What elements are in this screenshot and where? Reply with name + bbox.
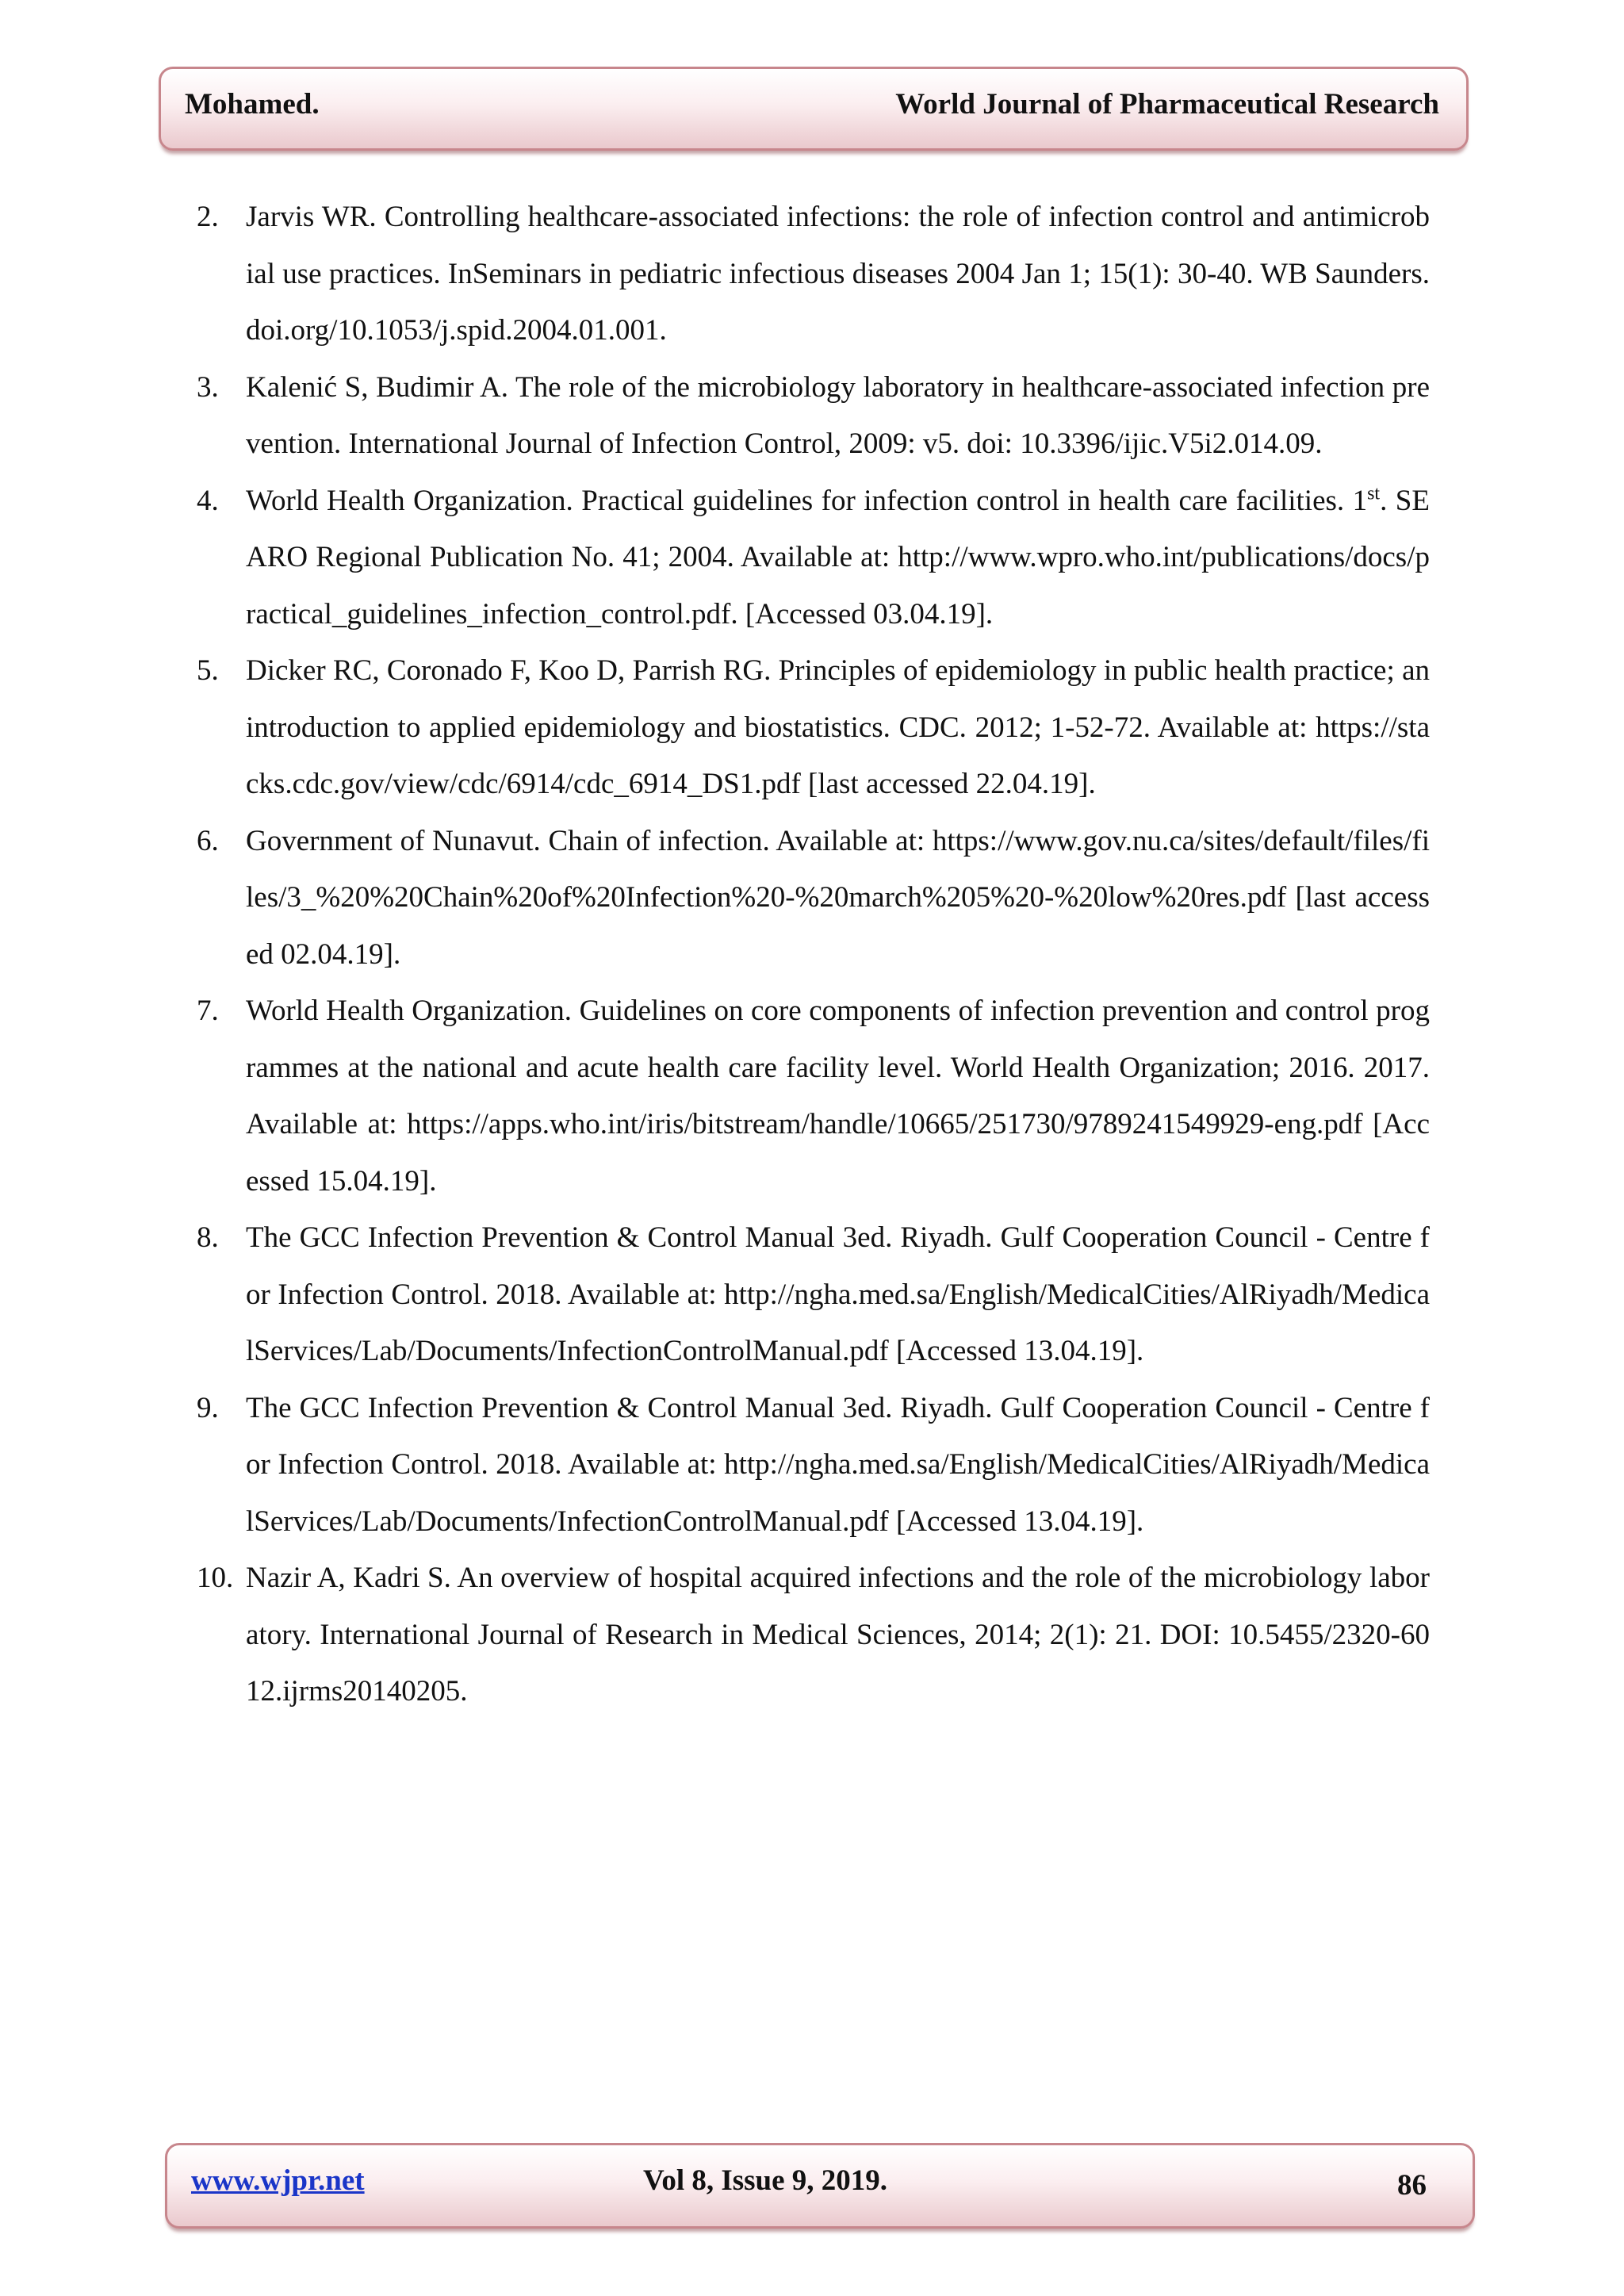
reference-item <box>197 473 1430 643</box>
reference-text: Government of Nunavut. Chain of infection. Available at: https://www.gov.nu.ca/sites/default/files/files/3_%20%20Chain%20of%20Infection%20-%20march%205%20-%20low%20res.pdf [last accessed 02.04.19]. <box>246 824 1430 971</box>
page-footer <box>165 2143 1475 2229</box>
website-link[interactable]: www.wjpr.net <box>191 2164 365 2197</box>
reference-text: Jarvis WR. Controlling healthcare-associated infections: the role of infection control and antimicrobial use practices. InSeminars in pediatric infectious diseases 2004 Jan 1; 15(1): 30-40. WB Saunders. doi.org/10.1053/j.spid.2004.01.001. <box>246 201 1430 347</box>
reference-text: The GCC Infection Prevention & Control Manual 3ed. Riyadh. Gulf Cooperation Council - Centre for Infection Control. 2018. Available at: http://ngha.med.sa/English/MedicalCities/AlRiyadh/MedicalServices/Lab/Documents/InfectionControlManual.pdf [Accessed 13.04.19]. <box>246 1391 1430 1538</box>
reference-number: 8. <box>197 1221 219 1254</box>
volume-issue: Vol 8, Issue 9, 2019. <box>643 2164 888 2197</box>
reference-item <box>197 813 1430 983</box>
reference-text: Dicker RC, Coronado F, Koo D, Parrish RG. Principles of epidemiology in public health practice; an introduction to applied epidemiology and biostatistics. CDC. 2012; 1-52-72. Available at: https://stacks.cdc.gov/view/cdc/6914/cdc_6914_DS1.pdf [last accessed 22.04.19]. <box>246 654 1430 800</box>
reference-text: Nazir A, Kadri S. An overview of hospital acquired infections and the role of the microbiology laboratory. International Journal of Research in Medical Sciences, 2014; 2(1): 21. DOI: 10.5455/2320-6012.ijrms20140205. <box>246 1562 1430 1708</box>
reference-item <box>197 359 1430 473</box>
reference-text: World Health Organization. Guidelines on core components of infection prevention and control programmes at the national and acute health care facility level. World Health Organization; 2016. 2017. Available at: https://apps.who.int/iris/bitstream/handle/10665/251730/9789241549929-eng.pdf [Accessed 15.04.19]. <box>246 995 1430 1198</box>
reference-text: The GCC Infection Prevention & Control Manual 3ed. Riyadh. Gulf Cooperation Council - Centre for Infection Control. 2018. Available at: http://ngha.med.sa/English/MedicalCities/AlRiyadh/MedicalServices/Lab/Documents/InfectionControlManual.pdf [Accessed 13.04.19]. <box>246 1221 1430 1367</box>
reference-text: Kalenić S, Budimir A. The role of the microbiology laboratory in healthcare-associated infection prevention. International Journal of Infection Control, 2009: v5. doi: 10.3396/ijic.V5i2.014.09. <box>246 370 1430 460</box>
reference-item <box>197 1550 1430 1720</box>
reference-text <box>246 473 1430 643</box>
header-journal-title: World Journal of Pharmaceutical Research <box>895 88 1439 121</box>
header-author: Mohamed. <box>185 88 320 121</box>
reference-item <box>197 642 1430 813</box>
reference-number: 5. <box>197 654 219 687</box>
reference-item <box>197 983 1430 1209</box>
page-number: 86 <box>1397 2169 1427 2202</box>
superscript-ordinal: st <box>1367 483 1381 504</box>
reference-number: 2. <box>197 201 219 233</box>
reference-number: 10. <box>197 1562 234 1594</box>
reference-item <box>197 1380 1430 1550</box>
reference-item <box>197 1209 1430 1380</box>
reference-number: 9. <box>197 1391 219 1424</box>
reference-list <box>197 189 1430 1720</box>
reference-number: 7. <box>197 995 219 1027</box>
reference-number: 3. <box>197 370 219 404</box>
reference-item <box>197 189 1430 359</box>
page-header <box>159 67 1469 151</box>
reference-text-part: World Health Organization. Practical guidelines for infection control in health care facilities. 1 <box>246 484 1368 517</box>
reference-number: 4. <box>197 484 219 517</box>
reference-number: 6. <box>197 824 219 857</box>
reference-text-part: . SEARO Regional Publication No. 41; 2004. Available at: http://www.wpro.who.int/publications/docs/practical_guidelines_infection_control.pdf. [Accessed 03.04.19]. <box>246 484 1430 631</box>
